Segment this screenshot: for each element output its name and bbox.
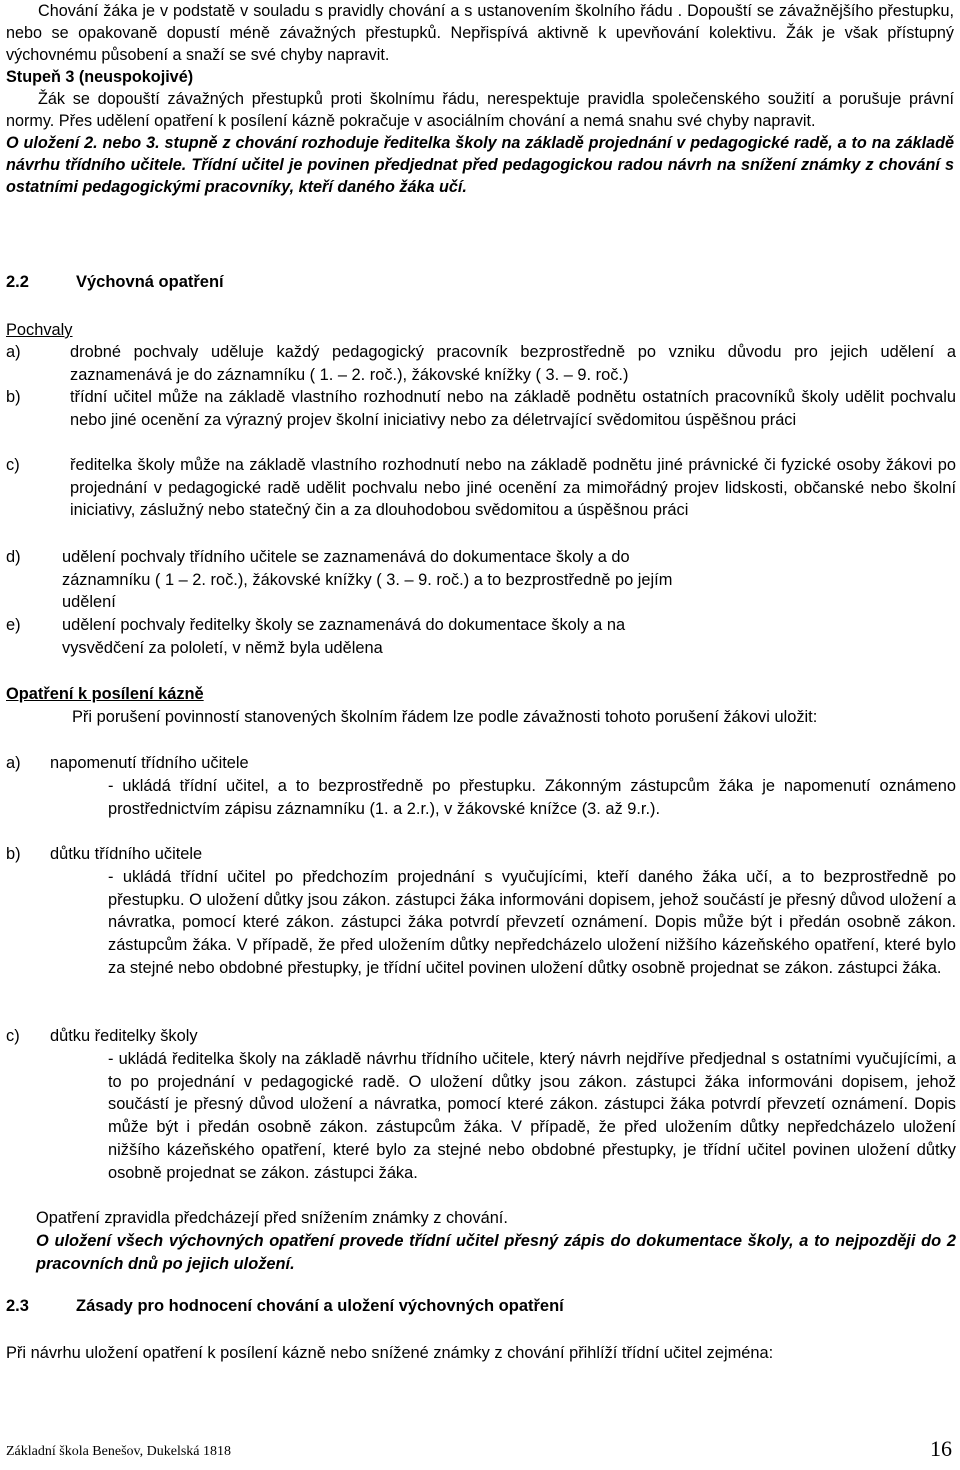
discipline-item-c-title (6, 1025, 198, 1048)
discipline-heading: Opatření k posílení kázně (6, 685, 204, 703)
item-label: a) (6, 754, 21, 772)
section-2-3-heading (6, 1297, 564, 1316)
item-label: d) (6, 548, 21, 566)
section-2-3-text: Při návrhu uložení opatření k posílení kázně nebo snížené známky z chování přihlíží třídní učitel zejména: (6, 1344, 774, 1362)
item-title: důtku ředitelky školy (50, 1027, 198, 1045)
item-text: třídní učitel může na základě vlastního rozhodnutí nebo na základě podnětu ostatních pracovníků školy udělit pochvalu nebo jiné ocenění za výrazný projev školní iniciativy nebo za déletrvající svědomitou úspěšnou práci (70, 388, 956, 429)
discipline-item-c-text: - ukládá ředitelka školy na základě návrhu třídního učitele, který návrh nejdříve předjednal s ostatními vyučujícími, a to po projednání v pedagogické radě. O uložení důtky jsou zákon. zástupci žáka informováni dopisem, jehož součástí je přesný důvod uložení a návratka, pomocí které zákon. zástupci žáka potvrdí převzetí oznámení. Dopis může být i předán osobně zákon. zástupcům žáka. V případě, že před uložením důtky nepředcházelo uložení nižšího kázeňského opatření, které bylo za stejné nebo obdobné přestupky, je třídní učitel povinen uložení důtky osobně projednat se zákon. zástupci žáka. (108, 1050, 956, 1182)
precedes-note: Opatření zpravidla předcházejí před snížením známky z chování. (36, 1209, 508, 1227)
praise-item (6, 614, 706, 659)
item-title: napomenutí třídního učitele (50, 754, 249, 772)
footer-school-name: Základní škola Benešov, Dukelská 1818 (6, 1444, 231, 1459)
praise-item (6, 341, 956, 386)
item-text: udělení pochvaly ředitelky školy se zaznamenává do dokumentace školy a na vysvědčení za pololetí, v němž byla udělena (62, 616, 626, 657)
praise-heading: Pochvaly (6, 321, 73, 339)
section-number: 2.2 (6, 273, 29, 291)
praise-item (6, 386, 956, 431)
item-label: b) (6, 845, 21, 863)
discipline-item-b-title (6, 843, 202, 866)
item-label: a) (6, 343, 21, 361)
decision-paragraph (6, 132, 954, 198)
teacher-obligation-text: Třídní učitel je povinen předjednat před pedagogickou radou návrh na snížení známky z chování s ostatními pedagogickými pracovníky, kteří daného žáka učí. (6, 156, 955, 196)
item-text: drobné pochvaly uděluje každý pedagogický pracovník bezprostředně po vzniku důvodu pro jejich udělení a zaznamenává je do záznamníku ( 1. – 2. roč.), žákovské knížky ( 3. – 9. roč.) (70, 343, 956, 384)
discipline-item-a-title (6, 752, 249, 775)
praise-item (6, 454, 956, 522)
grade2-paragraph: Chování žáka je v podstatě v souladu s pravidly chování a s ustanovením školního řádu . Dopouští se závažnějšího přestupku, nebo se opakovaně dopustí méně závažných přestupků. Nepřispívá aktivně k upevňování kolektivu. Žák je však přístupný výchovnému působení a snaží se své chyby napravit. (6, 2, 954, 64)
item-title: důtku třídního učitele (50, 845, 203, 863)
section-2-2-heading (6, 273, 224, 292)
record-note: O uložení všech výchovných opatření provede třídní učitel přesný zápis do dokumentace školy, a to nejpozději do 2 pracovních dnů po jejich uložení. (36, 1232, 956, 1273)
page-number: 16 (930, 1436, 952, 1461)
item-label: e) (6, 616, 21, 634)
section-title: Zásady pro hodnocení chování a uložení výchovných opatření (76, 1297, 564, 1315)
item-label: c) (6, 1027, 20, 1045)
decision-text: stupně z chování rozhoduje ředitelka školy na základě projednání v pedagogické radě, a to na základě návrhu třídního učitele. (6, 134, 954, 174)
item-text: ředitelka školy může na základě vlastního rozhodnutí nebo na základě podnětu jiné právnické či fyzické osoby žákovi po projednání v pedagogické radě udělit pochvalu nebo jiné ocenění za mimořádný projev lidskosti, občanské nebo školní iniciativy, záslužný nebo statečný čin a za dlouhodobou svědomitou a úspěšnou práci (70, 456, 956, 520)
item-label: b) (6, 388, 21, 406)
section-title: Výchovná opatření (76, 273, 224, 291)
discipline-item-a-text: - ukládá třídní učitel, a to bezprostředně po přestupku. Zákonným zástupcům žáka je napomenutí oznámeno prostřednictvím zápisu záznamníku (1. a 2.r.), v žákovské knížce (3. až 9.r.). (108, 777, 956, 818)
section-number: 2.3 (6, 1297, 29, 1315)
decision-lead: O uložení 2. nebo 3. (6, 134, 160, 152)
praise-item (6, 546, 696, 614)
intro-section (6, 0, 954, 198)
discipline-intro: Při porušení povinností stanovených školním řádem lze podle závažnosti tohoto porušení žákovi uložit: (72, 708, 818, 726)
item-label: c) (6, 456, 20, 474)
item-text: udělení pochvaly třídního učitele se zaznamenává do dokumentace školy a do záznamníku ( 1 – 2. roč.), žákovské knížky ( 3. – 9. roč.) a to bezprostředně po jejím udělení (62, 548, 673, 612)
discipline-item-b-text: - ukládá třídní učitel po předchozím projednání s vyučujícími, kteří daného žáka učí, a to bezprostředně po přestupku. O uložení důtky jsou zákon. zástupci žáka informováni dopisem, jehož součástí je přesný důvod uložení a návratka, pomocí které zákon. zástupci žáka potvrdí převzetí oznámení. Dopis může být i předán osobně zákon. zástupcům žáka. V případě, že před uložením důtky nepředcházelo uložení nižšího kázeňského opatření, které bylo za stejné nebo obdobné přestupky, je třídní učitel povinen uložení důtky osobně projednat se zákon. zástupci žáka. (108, 868, 956, 977)
grade3-title: Stupeň 3 (neuspokojivé) (6, 68, 194, 86)
grade3-paragraph: Žák se dopouští závažných přestupků proti školnímu řádu, nerespektuje pravidla společenského soužití a porušuje právní normy. Přes udělení opatření k posílení kázně pokračuje v asociálním chování a nemá snahu své chyby napravit. (6, 90, 954, 130)
